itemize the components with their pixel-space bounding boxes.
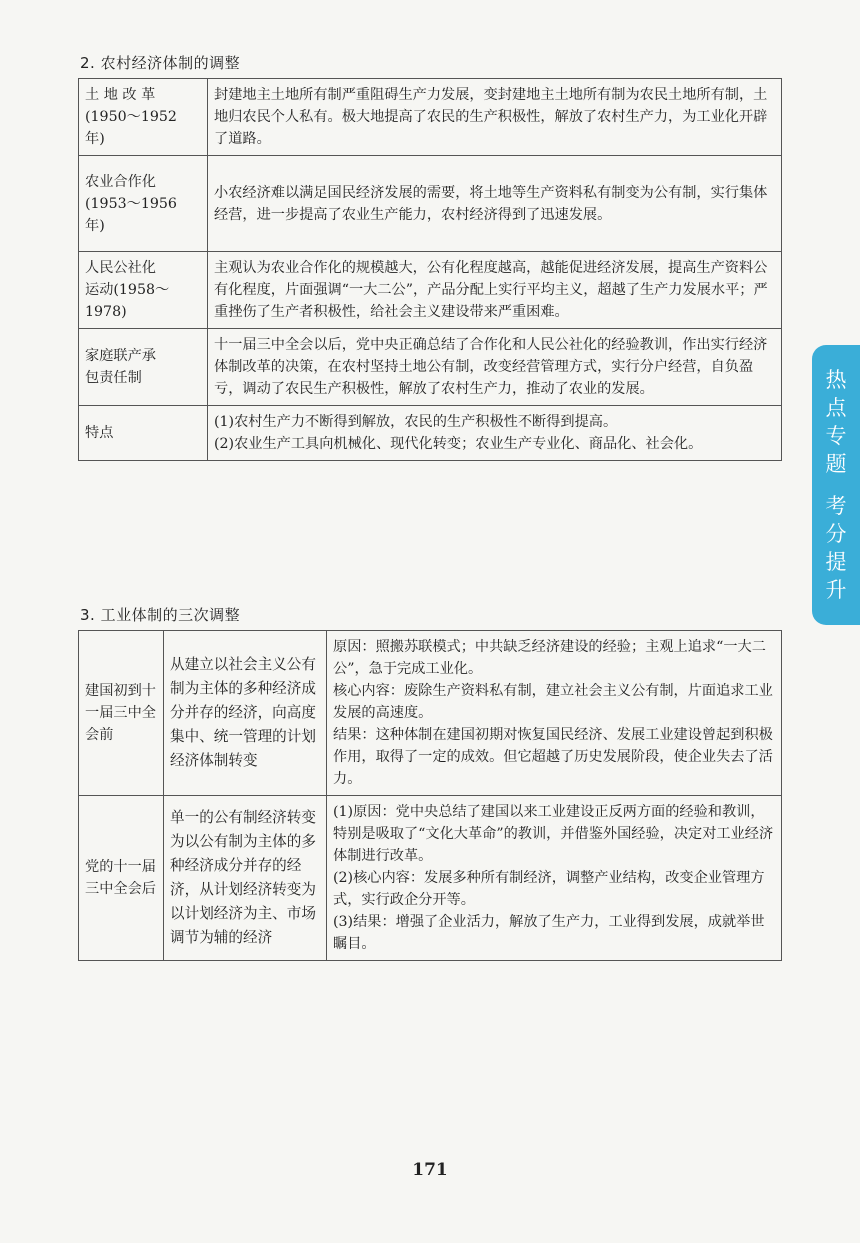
row-key: 特点 [79,406,208,461]
table-row [79,631,782,796]
key-line: 年) [85,131,105,147]
side-tab-char: 热 [825,368,847,392]
key-line: 家庭联产承 [85,348,156,364]
period-cell: 建国初到十一届三中全会前 [79,631,164,796]
rural-reform-table [78,78,782,461]
industry-reform-table [78,630,782,961]
section-title-industry: 3. 工业体制的三次调整 [80,606,241,624]
table-row [79,406,782,461]
detail-reason: 原因：照搬苏联模式；中共缺乏经济建设的经验；主观上追求“一大二公”，急于完成工业化。 [333,639,766,677]
row-key [79,79,208,156]
side-tab-char: 专 [825,424,847,448]
side-tab-char: 考 [825,494,847,518]
side-tab-word-1 [826,366,847,478]
page-number: 171 [412,1160,448,1180]
side-tab-label [812,345,860,625]
key-line: 运动(1958～ [85,282,170,298]
detail-core: 核心内容：废除生产资料私有制，建立社会主义公有制，片面追求工业发展的高速度。 [333,683,773,721]
side-tab-char: 题 [825,452,847,476]
detail-cell [327,631,782,796]
row-description: 十一届三中全会以后，党中央正确总结了合作化和人民公社化的经验教训，作出实行经济体制改革的决策，在农村坚持土地公有制，改变经营管理方式，实行分户经营，自负盈亏，调动了农民生产积极性，解放了农村生产力，推动了农业的发展。 [208,329,782,406]
table-row [79,329,782,406]
feature-line: (1)农村生产力不断得到解放，农民的生产积极性不断得到提高。 [214,414,618,430]
key-line: 1978) [85,304,127,320]
detail-result: 结果：这种体制在建国初期对恢复国民经济、发展工业建设曾起到积极作用，取得了一定的成效。但它超越了历史发展阶段，使企业失去了活力。 [333,727,773,787]
key-line: 年) [85,217,105,234]
key-line: (1950～1952 [85,109,177,125]
side-tab-word-2 [826,492,847,604]
row-key [79,329,208,406]
row-description: 封建地主土地所有制严重阻碍生产力发展，变封建地主土地所有制为农民土地所有制，土地归农民个人私有。极大地提高了农民的生产积极性，解放了农村生产力，为工业化开辟了道路。 [208,79,782,156]
row-description: 主观认为农业合作化的规模越大，公有化程度越高，越能促进经济发展，提高生产资料公有化程度，片面强调“一大二公”，产品分配上实行平均主义，超越了生产力发展水平；严重挫伤了生产者积极性，给社会主义建设带来严重困难。 [208,252,782,329]
side-tab-char: 分 [825,522,847,546]
row-key [79,252,208,329]
table-row [79,156,782,252]
key-line: 农业合作化 [85,173,156,190]
table-row [79,796,782,961]
detail-core: (2)核心内容：发展多种所有制经济，调整产业结构，改变企业管理方式，实行政企分开等。 [333,870,765,908]
key-line: (1953～1956 [85,195,177,212]
detail-reason: (1)原因：党中央总结了建国以来工业建设正反两方面的经验和教训，特别是吸取了“文化大革命”的教训，并借鉴外国经验，决定对工业经济体制进行改革。 [333,804,774,864]
row-key [79,156,208,252]
key-line: 包责任制 [85,370,142,386]
side-tab-char: 点 [825,396,847,420]
period-cell: 党的十一届三中全会后 [79,796,164,961]
key-line: 土 地 改 革 [85,87,156,103]
row-description [208,406,782,461]
row-description: 小农经济难以满足国民经济发展的需要，将土地等生产资料私有制变为公有制，实行集体经营，进一步提高了农业生产能力，农村经济得到了迅速发展。 [208,156,782,252]
table-row [79,252,782,329]
detail-cell [327,796,782,961]
change-cell: 单一的公有制经济转变为以公有制为主体的多种经济成分并存的经济，从计划经济转变为以计划经济为主、市场调节为辅的经济 [164,796,327,961]
change-cell: 从建立以社会主义公有制为主体的多种经济成分并存的经济，向高度集中、统一管理的计划经济体制转变 [164,631,327,796]
side-tab-char: 升 [825,578,847,602]
key-line: 人民公社化 [85,260,156,276]
side-tab-char: 提 [825,550,847,574]
section-title-rural: 2. 农村经济体制的调整 [80,54,241,72]
detail-result: (3)结果：增强了企业活力，解放了生产力，工业得到发展，成就举世瞩目。 [333,914,765,952]
table-row [79,79,782,156]
feature-line: (2)农业生产工具向机械化、现代化转变；农业生产专业化、商品化、社会化。 [214,436,703,452]
